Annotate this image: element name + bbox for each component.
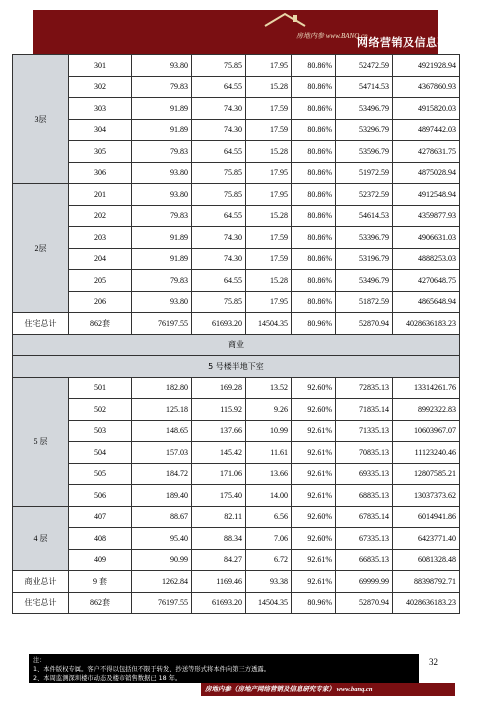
table-cell: 17.59 [246,227,292,249]
table-cell: 13.52 [246,377,292,399]
table-cell: 商业总计 [13,571,69,593]
table-cell: 6014941.86 [393,506,460,528]
table-cell: 5 号楼半地下室 [13,356,460,378]
table-cell: 52870.94 [336,592,393,614]
table-cell: 301 [69,55,132,77]
footer-bar: 房地内参（房地产网络营销及信息研究专家） www.banq.cn [201,683,455,696]
table-cell: 51972.59 [336,162,393,184]
table-cell: 商业 [13,334,460,356]
table-row [13,184,460,206]
table-cell: 189.40 [132,485,192,507]
table-cell: 14504.35 [246,313,292,335]
table-cell: 501 [69,377,132,399]
table-cell: 71835.14 [336,399,393,421]
table-cell: 15.28 [246,270,292,292]
table-cell: 3层 [13,55,69,184]
table-row [13,270,460,292]
table-cell: 17.59 [246,119,292,141]
table-cell: 79.83 [132,141,192,163]
table-cell: 304 [69,119,132,141]
table-cell: 15.28 [246,205,292,227]
table-row [13,162,460,184]
table-cell: 69999.99 [336,571,393,593]
table-cell: 61693.20 [192,592,246,614]
table-cell: 70835.13 [336,442,393,464]
table-cell: 1262.84 [132,571,192,593]
table-cell: 17.95 [246,162,292,184]
table-row [13,399,460,421]
table-cell: 8992322.83 [393,399,460,421]
table-cell: 74.30 [192,248,246,270]
table-cell: 93.80 [132,55,192,77]
table-cell: 2层 [13,184,69,313]
total-row [13,571,460,593]
table-cell: 4897442.03 [393,119,460,141]
table-cell: 53396.79 [336,227,393,249]
table-cell: 91.89 [132,98,192,120]
table-cell: 862套 [69,592,132,614]
table-cell: 80.86% [292,119,336,141]
table-cell: 201 [69,184,132,206]
table-cell: 17.59 [246,98,292,120]
table-cell: 90.99 [132,549,192,571]
table-cell: 88.67 [132,506,192,528]
table-cell: 71335.13 [336,420,393,442]
table-body [13,55,460,614]
table-cell: 306 [69,162,132,184]
table-cell: 503 [69,420,132,442]
table-cell: 171.06 [192,463,246,485]
table-cell: 92.60% [292,399,336,421]
table-cell: 74.30 [192,227,246,249]
table-cell: 92.60% [292,506,336,528]
table-cell: 84.27 [192,549,246,571]
table-cell: 92.61% [292,463,336,485]
table-cell: 206 [69,291,132,313]
table-cell: 76197.55 [132,313,192,335]
table-cell: 住宅总计 [13,592,69,614]
table-cell: 69335.13 [336,463,393,485]
table-cell: 93.80 [132,184,192,206]
table-cell: 10.99 [246,420,292,442]
table-cell: 92.61% [292,549,336,571]
table-cell: 145.42 [192,442,246,464]
table-cell: 67335.13 [336,528,393,550]
table-cell: 75.85 [192,184,246,206]
total-row [13,313,460,335]
table-cell: 6081328.48 [393,549,460,571]
table-cell: 7.06 [246,528,292,550]
table-cell: 6.56 [246,506,292,528]
table-row [13,463,460,485]
table-cell: 4028636183.23 [393,313,460,335]
table-cell: 15.28 [246,141,292,163]
table-cell: 53496.79 [336,270,393,292]
table-row [13,420,460,442]
table-cell: 88.34 [192,528,246,550]
table-cell: 92.60% [292,377,336,399]
table-cell: 4367860.93 [393,76,460,98]
table-cell: 115.92 [192,399,246,421]
table-cell: 506 [69,485,132,507]
table-cell: 14504.35 [246,592,292,614]
table-cell: 4915820.03 [393,98,460,120]
table-cell: 4270648.75 [393,270,460,292]
table-row [13,55,460,77]
table-cell: 17.95 [246,55,292,77]
table-cell: 82.11 [192,506,246,528]
table-cell: 17.59 [246,248,292,270]
table-cell: 9 套 [69,571,132,593]
table-cell: 80.86% [292,141,336,163]
table-cell: 51872.59 [336,291,393,313]
table-cell: 302 [69,76,132,98]
table-cell: 4028636183.23 [393,592,460,614]
table-cell: 862套 [69,313,132,335]
notes-box [29,654,419,683]
notes-line-2: 2、本周监测深圳楼市动态及楼市销售数据已 18 年。 [33,675,182,682]
table-cell: 80.86% [292,205,336,227]
table-cell: 17.95 [246,184,292,206]
section-row [13,334,460,356]
table-cell: 205 [69,270,132,292]
table-cell: 184.72 [132,463,192,485]
table-cell: 93.80 [132,162,192,184]
table-cell: 64.55 [192,205,246,227]
table-cell: 53596.79 [336,141,393,163]
table-cell: 95.40 [132,528,192,550]
table-cell: 64.55 [192,141,246,163]
table-cell: 93.38 [246,571,292,593]
table-cell: 15.28 [246,76,292,98]
table-cell: 住宅总计 [13,313,69,335]
table-cell: 75.85 [192,162,246,184]
table-cell: 6423771.40 [393,528,460,550]
table-row [13,528,460,550]
table-cell: 4278631.75 [393,141,460,163]
table-cell: 11123240.46 [393,442,460,464]
table-cell: 79.83 [132,205,192,227]
table-cell: 92.61% [292,485,336,507]
table-cell: 68835.13 [336,485,393,507]
table-cell: 4865648.94 [393,291,460,313]
table-cell: 4912548.94 [393,184,460,206]
table-cell: 67835.14 [336,506,393,528]
table-cell: 93.80 [132,291,192,313]
table-row [13,76,460,98]
total-row [13,592,460,614]
table-cell: 80.86% [292,270,336,292]
table-cell: 125.18 [132,399,192,421]
table-cell: 4 层 [13,506,69,571]
table-cell: 148.65 [132,420,192,442]
table-cell: 80.86% [292,248,336,270]
table-row [13,549,460,571]
table-row [13,227,460,249]
table-row [13,248,460,270]
table-cell: 504 [69,442,132,464]
table-cell: 52472.59 [336,55,393,77]
table-cell: 74.30 [192,98,246,120]
table-cell: 4359877.93 [393,205,460,227]
table-cell: 53296.79 [336,119,393,141]
table-cell: 75.85 [192,55,246,77]
table-cell: 66835.13 [336,549,393,571]
table-cell: 14.00 [246,485,292,507]
table-cell: 92.61% [292,442,336,464]
table-cell: 203 [69,227,132,249]
notes-line-1: 1、本件版权专属。客户不得以包括但不限于转发、抄送等形式将本件向第三方透露。 [33,666,270,673]
table-row [13,485,460,507]
table-cell: 409 [69,549,132,571]
table-cell: 80.86% [292,227,336,249]
table-cell: 64.55 [192,270,246,292]
table-cell: 52870.94 [336,313,393,335]
table-cell: 202 [69,205,132,227]
table-row [13,442,460,464]
table-cell: 92.60% [292,528,336,550]
table-cell: 80.86% [292,184,336,206]
table-cell: 12807585.21 [393,463,460,485]
table-cell: 64.55 [192,76,246,98]
table-cell: 502 [69,399,132,421]
table-row [13,291,460,313]
table-cell: 72835.13 [336,377,393,399]
table-cell: 79.83 [132,270,192,292]
table-cell: 182.80 [132,377,192,399]
brand-name: 房地内参 www.BANQ.cn [296,32,368,40]
table-cell: 6.72 [246,549,292,571]
table-cell: 407 [69,506,132,528]
table-cell: 53496.79 [336,98,393,120]
table-cell: 88398792.71 [393,571,460,593]
table-cell: 92.61% [292,571,336,593]
table-cell: 1169.46 [192,571,246,593]
table-cell: 53196.79 [336,248,393,270]
table-cell: 80.86% [292,76,336,98]
table-cell: 54714.53 [336,76,393,98]
table-cell: 80.86% [292,291,336,313]
price-table [12,54,460,614]
table-cell: 169.28 [192,377,246,399]
table-cell: 4906631.03 [393,227,460,249]
table-cell: 137.66 [192,420,246,442]
table-cell: 10603967.07 [393,420,460,442]
table-row [13,141,460,163]
notes-title: 注： [33,657,46,664]
header-slogan: 网络营销及信息研究专家 [357,36,484,49]
table-cell: 80.86% [292,162,336,184]
table-cell: 13037373.62 [393,485,460,507]
table-cell: 91.89 [132,248,192,270]
table-cell: 61693.20 [192,313,246,335]
table-row [13,377,460,399]
table-cell: 13.66 [246,463,292,485]
table-cell: 80.86% [292,98,336,120]
table-cell: 76197.55 [132,592,192,614]
table-cell: 54614.53 [336,205,393,227]
table-cell: 175.40 [192,485,246,507]
table-cell: 408 [69,528,132,550]
table-cell: 80.96% [292,313,336,335]
table-cell: 52372.59 [336,184,393,206]
table-cell: 79.83 [132,76,192,98]
table-cell: 91.89 [132,119,192,141]
table-row [13,98,460,120]
page-number: 32 [429,657,438,667]
table-cell: 505 [69,463,132,485]
table-cell: 75.85 [192,291,246,313]
table-cell: 80.96% [292,592,336,614]
table-cell: 17.95 [246,291,292,313]
table-cell: 5 层 [13,377,69,506]
table-cell: 4921928.94 [393,55,460,77]
table-cell: 9.26 [246,399,292,421]
table-cell: 91.89 [132,227,192,249]
section-row [13,356,460,378]
table-cell: 11.61 [246,442,292,464]
table-cell: 74.30 [192,119,246,141]
table-cell: 4875028.94 [393,162,460,184]
table-cell: 13314261.76 [393,377,460,399]
report-header [33,10,484,54]
table-row [13,506,460,528]
table-cell: 4888253.03 [393,248,460,270]
table-cell: 80.86% [292,55,336,77]
table-cell: 92.61% [292,420,336,442]
table-cell: 305 [69,141,132,163]
table-cell: 204 [69,248,132,270]
table-cell: 303 [69,98,132,120]
table-cell: 157.03 [132,442,192,464]
table-row [13,205,460,227]
table-row [13,119,460,141]
